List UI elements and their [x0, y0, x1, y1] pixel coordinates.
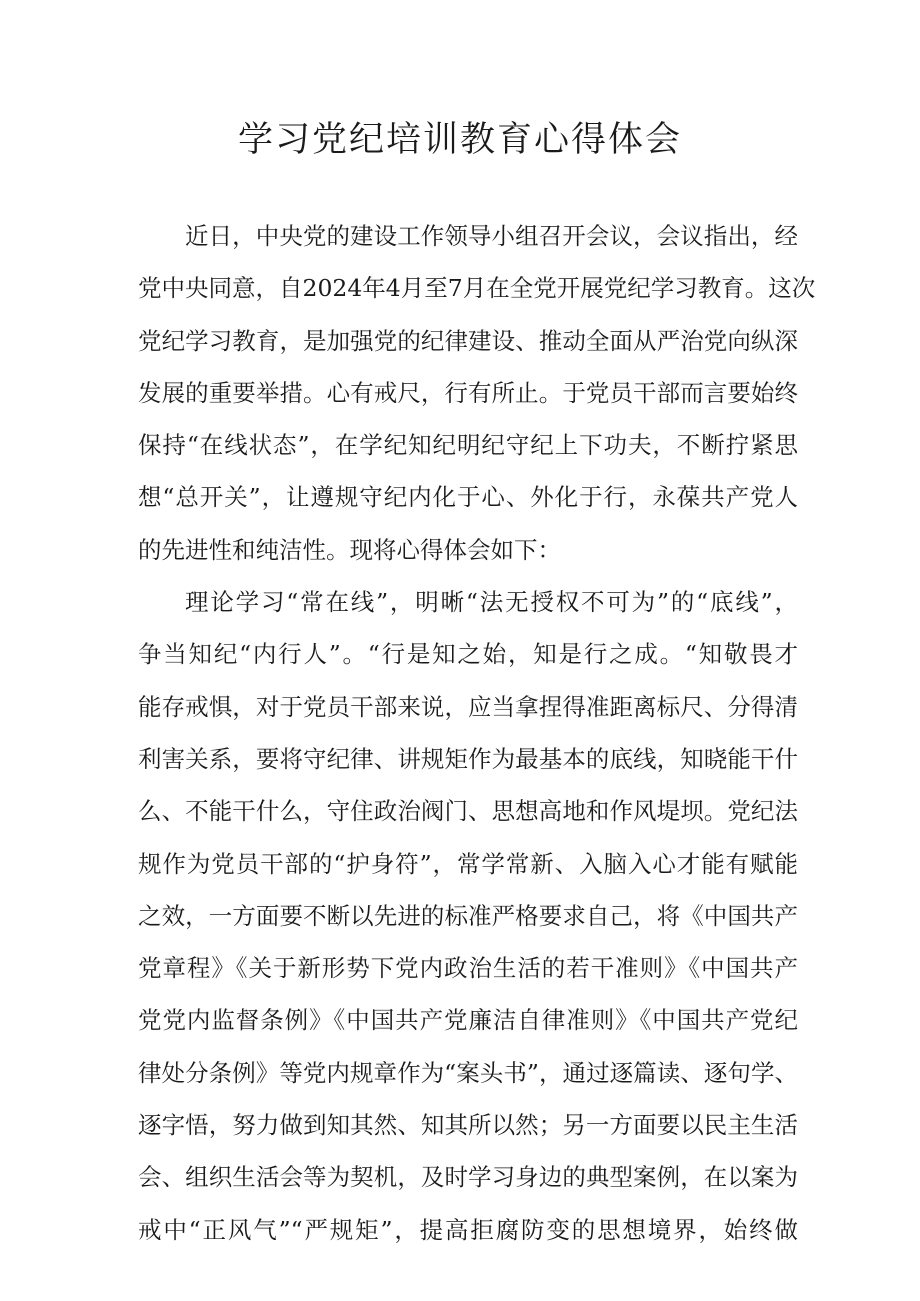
- paragraph-2-line-9: 党党内监督条例》《中国共产党廉洁自律准则》《中国共产党纪: [138, 1006, 798, 1035]
- paragraph-2-line-6: 规作为党员干部的“护身符”，常学常新、入脑入心才能有赋能: [138, 849, 798, 878]
- paragraph-2-line-1: 理论学习“常在线”，明晰“法无授权不可为”的“底线”，: [185, 588, 798, 617]
- paragraph-1-line-2: 党中央同意，自2024年4月至7月在全党开展党纪学习教育。这次: [138, 274, 816, 303]
- paragraph-2-line-10: 律处分条例》等党内规章作为“案头书”，通过逐篇读、逐句学、: [138, 1058, 798, 1087]
- paragraph-2-line-4: 利害关系，要将守纪律、讲规矩作为最基本的底线，知晓能干什: [138, 744, 798, 773]
- paragraph-1-line-4: 发展的重要举措。心有戒尺，行有所止。于党员干部而言要始终: [138, 378, 798, 407]
- paragraph-2-line-8: 党章程》《关于新形势下党内政治生活的若干准则》《中国共产: [138, 954, 798, 983]
- paragraph-1-line-6: 想“总开关”，让遵规守纪内化于心、外化于行，永葆共产党人: [138, 483, 798, 512]
- paragraph-2-line-5: 么、不能干什么，守住政治阀门、思想高地和作风堤坝。党纪法: [138, 797, 798, 826]
- paragraph-2-line-3: 能存戒惧，对于党员干部来说，应当拿捏得准距离标尺、分得清: [138, 692, 798, 721]
- document-title: 学习党纪培训教育心得体会: [237, 120, 682, 160]
- paragraph-2-line-2: 争当知纪“内行人”。“行是知之始，知是行之成。“知敬畏才: [138, 640, 798, 669]
- paragraph-1-line-5: 保持“在线状态”，在学纪知纪明纪守纪上下功夫，不断拧紧思: [138, 431, 798, 460]
- paragraph-2-line-7: 之效，一方面要不断以先进的标准严格要求自己，将《中国共产: [138, 901, 798, 930]
- paragraph-2-line-12: 会、组织生活会等为契机，及时学习身边的典型案例，在以案为: [138, 1163, 798, 1192]
- paragraph-2-line-13: 戒中“正风气”“严规矩”，提高拒腐防变的思想境界，始终做: [138, 1215, 798, 1244]
- paragraph-1-line-3: 党纪学习教育，是加强党的纪律建设、推动全面从严治党向纵深: [138, 326, 798, 355]
- paragraph-1-line-7: 的先进性和纯洁性。现将心得体会如下：: [138, 535, 561, 564]
- paragraph-1-line-1: 近日，中央党的建设工作领导小组召开会议，会议指出，经: [185, 222, 798, 250]
- document-body: [138, 210, 816, 1256]
- paragraph-2-line-11: 逐字悟，努力做到知其然、知其所以然；另一方面要以民主生活: [138, 1111, 798, 1140]
